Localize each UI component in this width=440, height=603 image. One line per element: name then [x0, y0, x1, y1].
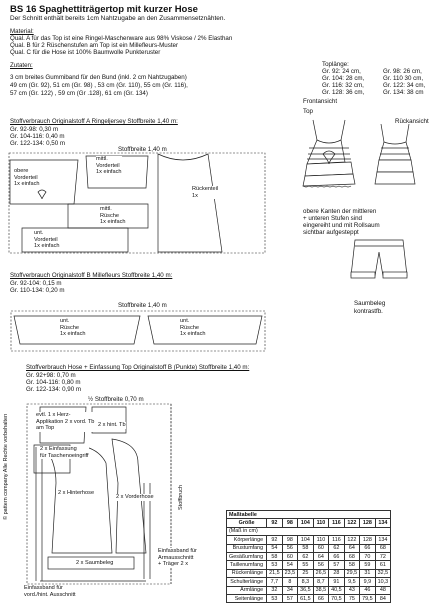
shorts-illustration — [351, 240, 407, 278]
table-row — [227, 552, 391, 560]
fabric-a-width: Stoffbreite 1,40 m — [118, 146, 167, 153]
table-cell: 59 — [360, 561, 376, 569]
table-header-row — [227, 519, 391, 527]
table-row — [227, 569, 391, 577]
fabric-a-heading: Stoffverbrauch Originalstoff A Ringeljersey Stoffbreite 1,40 m: — [10, 118, 178, 125]
piece-rueckenteil: Rückenteil 1x — [192, 186, 219, 199]
fabric-c-row-3: Gr. 122-134: 0,90 m — [26, 386, 82, 393]
table-cell: 8 — [282, 578, 298, 586]
table-cell: 40,5 — [329, 586, 345, 594]
table-cell: 60 — [313, 544, 329, 552]
stoffbruch-label: Stoffbruch — [178, 485, 184, 510]
size-table — [226, 510, 391, 603]
table-cell: 9,9 — [360, 578, 376, 586]
table-cell: 60 — [282, 552, 298, 560]
table-cell: 32,5 — [375, 569, 391, 577]
table-cell: 8,7 — [313, 578, 329, 586]
piece-einfassung-tasche: 2 x Einfassung für Taschenoeingriff — [40, 446, 89, 459]
table-cell: 66 — [313, 594, 329, 602]
ruffle-note-4: sichtbar aufgesteppt — [303, 229, 359, 236]
row-label: Armlänge — [227, 586, 267, 594]
table-cell: 58 — [344, 561, 360, 569]
table-cell: 7,7 — [267, 578, 283, 586]
table-cell: 21,5 — [267, 569, 283, 577]
table-cell: 36,5 — [298, 586, 314, 594]
header-cell: 110 — [313, 519, 329, 527]
table-cell: 64 — [313, 552, 329, 560]
table-cell: 56 — [313, 561, 329, 569]
table-cell: 28 — [329, 569, 345, 577]
top-label: Top — [303, 108, 313, 115]
row-label: Seitenlänge — [227, 594, 267, 602]
table-cell: 48 — [375, 586, 391, 594]
fabric-b-row-2: Gr. 110-134: 0,20 m — [10, 287, 65, 294]
table-cell: 29,5 — [344, 569, 360, 577]
header-cell: 98 — [282, 519, 298, 527]
table-cell: 66 — [360, 544, 376, 552]
piece-unt-vorderteil: unt. Vorderteil 1x einfach — [34, 230, 60, 250]
material-line-2: Qual. B für 2 Rüschenstufen am Top ist ein Millefleurs-Muster — [10, 42, 179, 49]
row-label: Rückenlänge — [227, 569, 267, 577]
table-cell: 31 — [360, 569, 376, 577]
table-cell: 104 — [298, 536, 314, 544]
page-subtitle: Der Schnitt enthält bereits 1cm Nahtzugabe an den Zusammensetznähten. — [10, 15, 226, 22]
table-cell: 56 — [282, 544, 298, 552]
layout-fabric-b — [10, 310, 266, 352]
fabric-a-row-3: Gr. 122-134: 0,50 m — [10, 140, 66, 147]
toplaenge-cell: Gr. 98: 26 cm, — [383, 68, 422, 75]
toplaenge-heading: Toplänge: — [322, 61, 349, 68]
table-row — [227, 536, 391, 544]
piece-vorderhose: 2 x Vorderhose — [116, 494, 154, 500]
piece-unt-rusche-2: unt. Rüsche 1x einfach — [180, 318, 206, 338]
table-cell: 98 — [282, 536, 298, 544]
header-cell: 116 — [329, 519, 345, 527]
table-cell: 134 — [375, 536, 391, 544]
toplaenge-cell: Gr. 134: 38 cm — [383, 89, 424, 96]
zutaten-line-2: 49 cm (Gr. 92), 51 cm (Gr. 98) , 53 cm (Gr. 110), 55 cm (Gr. 116), — [10, 82, 188, 89]
table-cell: 55 — [298, 561, 314, 569]
table-cell: 110 — [313, 536, 329, 544]
front-top-illustration — [303, 120, 355, 187]
table-cell: 32 — [267, 586, 283, 594]
toplaenge-cell: Gr. 104: 28 cm, — [322, 75, 365, 82]
table-row — [227, 578, 391, 586]
table-cell: 70,5 — [329, 594, 345, 602]
table-cell: 58 — [267, 552, 283, 560]
table-cell: 61,5 — [298, 594, 314, 602]
fabric-c-row-2: Gr. 104-116: 0,80 m — [26, 379, 81, 386]
toplaenge-cell: Gr. 128: 36 cm, — [322, 89, 365, 96]
material-line-3: Qual. C für die Hose ist 100% Baumwolle Punkteruster — [10, 49, 161, 56]
table-cell: 57 — [282, 594, 298, 602]
row-label: Gesäßumfang — [227, 552, 267, 560]
table-cell: 57 — [329, 561, 345, 569]
piece-hint-tb: 2 x hint. Tb — [98, 422, 126, 428]
table-cell: 53 — [267, 561, 283, 569]
back-top-illustration — [375, 124, 415, 184]
table-cell: 68 — [344, 552, 360, 560]
piece-hinterhose: 2 x Hinterhose — [58, 490, 95, 496]
piece-unt-rusche-1: unt. Rüsche 1x einfach — [60, 318, 86, 338]
zutaten-line-1: 3 cm breites Gummiband für den Bund (inkl. 2 cm Nahtzugaben) — [10, 74, 187, 81]
hem-facing-label-2: kontrastfb. — [354, 308, 383, 315]
fabric-c-heading: Stoffverbrauch Hose + Einfassung Top Originalstoff B (Punkte) Stoffbreite 1,40 m: — [26, 364, 250, 371]
copyright-notice: © pattern company Alle Rechte vorbehalten — [3, 413, 9, 520]
fabric-c-row-1: Gr. 92+98: 0,70 m — [26, 372, 76, 379]
table-cell: 8,3 — [298, 578, 314, 586]
table-cell: 128 — [360, 536, 376, 544]
fabric-b-heading: Stoffverbrauch Originalstoff B Millefleurs Stoffbreite 1,40 m: — [10, 272, 173, 279]
header-cell: Größe — [227, 519, 267, 527]
ruffle-note-2: + unteren Stufen sind — [303, 215, 362, 222]
hem-facing-label: Saumbeleg — [354, 300, 386, 307]
piece-einfassband-ausschnitt: Einfassband für vord./hint. Ausschnitt — [24, 585, 76, 598]
table-cell: 23,5 — [282, 569, 298, 577]
table-cell: 70 — [360, 552, 376, 560]
header-cell: 104 — [298, 519, 314, 527]
table-row — [227, 586, 391, 594]
table-unit: (Maß in cm) — [227, 527, 391, 535]
table-cell: 43 — [344, 586, 360, 594]
row-label: Körperlänge — [227, 536, 267, 544]
toplaenge-cell: Gr. 122: 34 cm, — [383, 82, 426, 89]
table-cell: 26,5 — [313, 569, 329, 577]
toplaenge-cell: Gr. 110 30 cm, — [383, 75, 424, 82]
fabric-c-width: ½ Stoffbreite 0,70 m — [88, 396, 144, 403]
table-cell: 72 — [375, 552, 391, 560]
table-cell: 61 — [375, 561, 391, 569]
header-cell: 122 — [344, 519, 360, 527]
header-cell: 92 — [267, 519, 283, 527]
row-label: Schulterlänge — [227, 578, 267, 586]
zutaten-line-3: 57 cm (Gr. 122) , 59 cm (Gr .128), 61 cm (Gr. 134) — [10, 90, 148, 97]
table-cell: 10,3 — [375, 578, 391, 586]
table-cell: 53 — [267, 594, 283, 602]
table-cell: 62 — [329, 544, 345, 552]
fabric-b-row-1: Gr. 92-104: 0,15 m — [10, 280, 62, 287]
piece-saumbeleg: 2 x Saumbeleg — [76, 560, 114, 566]
piece-einfassband-arm: Einfassband für Armausschnitt + Träger 2 x — [158, 548, 197, 568]
material-heading: Material: — [10, 28, 34, 35]
back-view-label: Rückansicht — [395, 118, 429, 125]
piece-mittl-rusche: mittl. Rüsche 1x einfach — [100, 206, 126, 226]
row-label: Brustumfang — [227, 544, 267, 552]
fabric-b-width: Stoffbreite 1,40 m — [118, 302, 167, 309]
page-title: BS 16 Spaghettiträgertop mit kurzer Hose — [10, 4, 198, 15]
table-cell: 66 — [329, 552, 345, 560]
table-cell: 84 — [375, 594, 391, 602]
ruffle-note-1: obere Kanten der mittleren — [303, 208, 377, 215]
table-cell: 25 — [298, 569, 314, 577]
table-title: Maßtabelle — [227, 511, 391, 519]
ruffle-note-3: eingereiht und mit Rollsaum — [303, 222, 380, 229]
header-cell: 134 — [375, 519, 391, 527]
table-cell: 34 — [282, 586, 298, 594]
table-cell: 79,5 — [360, 594, 376, 602]
table-row — [227, 561, 391, 569]
table-row — [227, 544, 391, 552]
header-cell: 128 — [360, 519, 376, 527]
piece-herz-applikation: evtl. 1 x Herz- Applikation 2 x vord. Tb am Top — [36, 412, 95, 432]
table-cell: 54 — [282, 561, 298, 569]
piece-mittl-vorderteil: mittl. Vorderteil 1x einfach — [96, 156, 122, 176]
table-row — [227, 594, 391, 602]
table-cell: 91 — [329, 578, 345, 586]
row-label: Taillenumfang — [227, 561, 267, 569]
table-cell: 75 — [344, 594, 360, 602]
table-cell: 92 — [267, 536, 283, 544]
table-cell: 68 — [375, 544, 391, 552]
piece-obere-vorderteil: obere Vorderteil 1x einfach — [14, 168, 40, 188]
table-cell: 116 — [329, 536, 345, 544]
fabric-a-row-1: Gr. 92-98: 0,30 m — [10, 126, 59, 133]
table-cell: 58 — [298, 544, 314, 552]
table-cell: 122 — [344, 536, 360, 544]
toplaenge-cell: Gr. 92: 24 cm, — [322, 68, 361, 75]
table-cell: 46 — [360, 586, 376, 594]
table-cell: 64 — [344, 544, 360, 552]
material-line-1: Qual. A für das Top ist eine Ringel-Maschenware aus 98% Viskose / 2% Elasthan — [10, 35, 233, 42]
table-cell: 54 — [267, 544, 283, 552]
toplaenge-cell: Gr. 116: 32 cm, — [322, 82, 364, 89]
table-cell: 9,5 — [344, 578, 360, 586]
zutaten-heading: Zutaten: — [10, 62, 33, 69]
front-view-label: Frontansicht — [303, 98, 338, 105]
table-cell: 62 — [298, 552, 314, 560]
table-cell: 38,5 — [313, 586, 329, 594]
fabric-a-row-2: Gr. 104-116: 0,40 m — [10, 133, 65, 140]
